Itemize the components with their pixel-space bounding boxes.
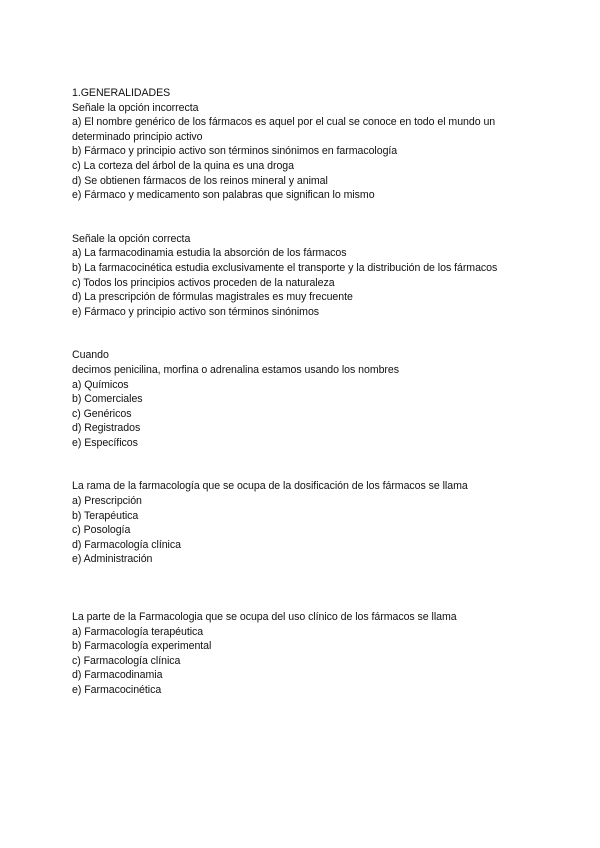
spacer — [72, 450, 532, 479]
question-3-option-c: c) Genéricos — [72, 407, 132, 420]
question-5-option-d: d) Farmacodinamia — [72, 669, 163, 682]
question-2-option-b: b) La farmacocinética estudia exclusivamente el transporte y la distribución de los fármacos — [72, 261, 498, 274]
question-1 — [72, 101, 532, 203]
spacer — [72, 319, 532, 348]
spacer — [72, 567, 532, 610]
question-3 — [72, 348, 532, 450]
question-1-option-a: a) El nombre genérico de los fármacos es aquel por el cual se conoce en todo el mundo un determinado principio activo — [72, 116, 496, 143]
question-5-option-b: b) Farmacología experimental — [72, 640, 212, 653]
question-2-option-d: d) La prescripción de fórmulas magistrales es muy frecuente — [72, 291, 353, 304]
spacer — [72, 203, 532, 232]
question-3-prompt-line-1: Cuando — [72, 349, 109, 362]
question-1-option-d: d) Se obtienen fármacos de los reinos mineral y animal — [72, 174, 328, 187]
question-5-option-a: a) Farmacología terapéutica — [72, 625, 204, 638]
question-1-option-c: c) La corteza del árbol de la quina es una droga — [72, 159, 294, 172]
question-3-option-b: b) Comerciales — [72, 393, 143, 406]
question-5-option-e: e) Farmacocinética — [72, 684, 162, 696]
question-4-option-a: a) Prescripción — [72, 495, 142, 508]
question-5-option-c: c) Farmacología clínica — [72, 654, 181, 667]
question-3-option-e: e) Específicos — [72, 436, 138, 449]
question-1-option-b: b) Fármaco y principio activo son términos sinónimos en farmacología — [72, 145, 398, 158]
question-4-prompt: La rama de la farmacología que se ocupa de la dosificación de los fármacos se llama — [72, 480, 468, 493]
question-2-option-a: a) La farmacodinamia estudia la absorción de los fármacos — [72, 247, 347, 260]
question-3-option-d: d) Registrados — [72, 422, 141, 435]
question-3-option-a: a) Químicos — [72, 378, 129, 391]
question-2-prompt: Señale la opción correcta — [72, 232, 191, 245]
question-4-option-e: e) Administración — [72, 553, 153, 566]
question-1-option-e: e) Fármaco y medicamento son palabras que significan lo mismo — [72, 189, 375, 202]
question-4-option-c: c) Posología — [72, 524, 131, 537]
question-4-option-d: d) Farmacología clínica — [72, 538, 181, 551]
question-2-option-e: e) Fármaco y principio activo son términos sinónimos — [72, 305, 320, 318]
question-4-option-b: b) Terapéutica — [72, 509, 139, 522]
section-title: 1.GENERALIDADES — [72, 87, 171, 99]
question-3-prompt-line-2: decimos penicilina, morfina o adrenalina estamos usando los nombres — [72, 363, 400, 376]
question-5-prompt: La parte de la Farmacologia que se ocupa del uso clínico de los fármacos se llama — [72, 611, 457, 624]
question-2-option-c: c) Todos los principios activos proceden de la naturaleza — [72, 276, 335, 289]
question-5 — [72, 610, 532, 698]
question-2 — [72, 232, 532, 320]
document-content — [72, 86, 532, 698]
question-1-prompt: Señale la opción incorrecta — [72, 101, 199, 114]
question-4 — [72, 479, 532, 567]
